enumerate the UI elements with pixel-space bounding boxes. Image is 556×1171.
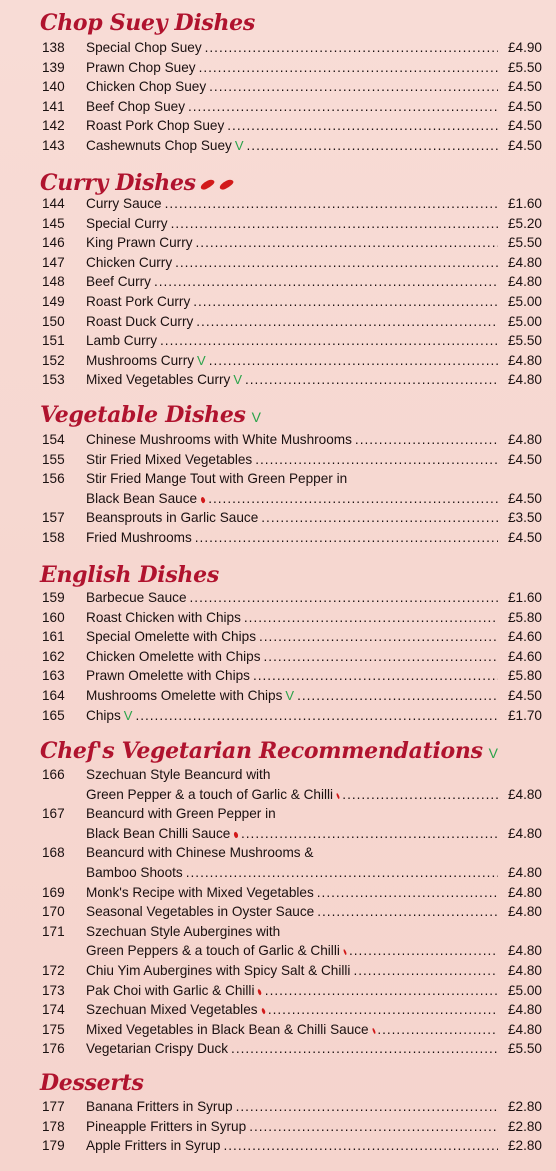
dot-leader	[160, 331, 498, 351]
item-name	[86, 647, 498, 667]
item-number: 147	[42, 254, 65, 270]
item-name-text: Pineapple Fritters in Syrup	[86, 1118, 247, 1134]
item-price: £5.50	[507, 1041, 542, 1057]
item-price: £5.50	[507, 235, 542, 251]
dot-leader	[261, 508, 498, 528]
vegetarian-icon: V	[233, 372, 242, 388]
item-number: 179	[42, 1138, 65, 1154]
dot-leader	[259, 627, 498, 647]
item-number: 155	[42, 451, 65, 467]
item-number: 152	[42, 352, 65, 368]
item-price: £4.50	[507, 530, 542, 545]
item-price: £5.00	[507, 294, 542, 309]
vegetarian-icon: V	[488, 745, 498, 761]
item-name-text: Black Bean Sauce	[86, 490, 198, 506]
menu-item	[0, 686, 556, 706]
menu-item	[0, 883, 556, 903]
vegetarian-icon: V	[285, 688, 295, 703]
item-name	[86, 666, 498, 686]
menu-item	[0, 1136, 556, 1156]
menu-item	[0, 77, 556, 97]
dot-leader	[208, 489, 498, 509]
section-title	[40, 738, 498, 766]
item-name	[86, 843, 496, 863]
menu-item	[0, 233, 556, 253]
dot-leader	[355, 430, 498, 450]
item-name	[86, 450, 498, 470]
dot-leader	[244, 608, 498, 628]
item-price: £5.00	[507, 982, 542, 998]
item-price: £4.60	[507, 629, 542, 645]
item-name	[86, 1020, 498, 1040]
item-price: £4.80	[507, 352, 542, 368]
section-title-text: Vegetable Dishes	[40, 402, 246, 428]
item-name-text: Roast Pork Chop Suey	[86, 118, 225, 134]
dot-leader	[227, 116, 498, 136]
item-number: 140	[42, 79, 65, 95]
item-price: £4.80	[507, 943, 542, 959]
item-price: £4.80	[507, 865, 542, 880]
menu-item	[0, 647, 556, 667]
vegetarian-icon: V	[234, 138, 244, 153]
item-name-text: Green Pepper & a touch of Garlic & Chilli	[86, 786, 334, 802]
menu-item	[0, 588, 556, 608]
item-price: £4.80	[507, 1021, 542, 1037]
item-name-text: Pak Choi with Garlic & Chilli	[86, 982, 255, 998]
item-name	[86, 58, 498, 78]
item-name	[86, 469, 496, 489]
menu-item-continued	[0, 489, 556, 509]
dot-leader	[317, 883, 498, 903]
chili-icon	[343, 949, 347, 955]
item-number: 167	[42, 806, 65, 822]
item-name-text: Mushrooms Curry	[86, 352, 195, 368]
item-number: 175	[42, 1021, 65, 1037]
menu-item	[0, 253, 556, 273]
dot-leader	[241, 824, 498, 844]
item-name	[86, 312, 498, 332]
item-name-text: Beancurd with Green Pepper in	[86, 806, 276, 822]
item-number: 166	[42, 767, 65, 782]
dot-leader	[196, 312, 498, 332]
chili-icon	[218, 178, 235, 191]
menu-item	[0, 804, 556, 824]
item-name	[86, 1000, 498, 1020]
item-name-text: Special Omelette with Chips	[86, 629, 256, 645]
menu-item	[0, 1020, 556, 1040]
item-name-text: Lamb Curry	[86, 333, 158, 349]
item-number: 176	[42, 1041, 65, 1057]
vegetarian-icon: V	[197, 352, 206, 368]
item-name	[86, 608, 498, 628]
menu-item-continued	[0, 863, 556, 883]
menu-item-continued	[0, 941, 556, 961]
item-name	[86, 331, 498, 351]
section-title	[40, 562, 219, 588]
item-name	[86, 765, 496, 785]
item-price: £3.50	[507, 510, 542, 526]
dot-leader	[135, 706, 498, 726]
item-name-text: Cashewnuts Chop Suey	[86, 138, 232, 153]
item-name-text: Beef Chop Suey	[86, 98, 185, 114]
item-number: 144	[42, 196, 65, 211]
item-price: £4.80	[507, 904, 542, 920]
menu-item	[0, 331, 556, 351]
item-name	[86, 1117, 498, 1137]
item-number: 154	[42, 432, 65, 447]
item-number: 138	[42, 40, 65, 55]
item-name	[86, 1136, 498, 1156]
item-number: 172	[42, 963, 65, 978]
section-title-text: Chop Suey Dishes	[40, 10, 255, 36]
menu-item	[0, 38, 556, 58]
menu-item	[0, 430, 556, 450]
item-number: 173	[42, 982, 65, 998]
item-number: 174	[42, 1002, 65, 1018]
chili-icon	[233, 831, 239, 838]
item-name-text: King Prawn Curry	[86, 235, 193, 251]
item-number: 161	[42, 629, 65, 645]
item-name	[86, 489, 498, 509]
item-price: £4.50	[507, 451, 542, 467]
menu-item	[0, 1000, 556, 1020]
dot-leader	[249, 1117, 498, 1137]
item-number: 145	[42, 215, 65, 231]
item-name	[86, 706, 498, 726]
item-price: £4.50	[507, 490, 542, 506]
section-title-text: Desserts	[40, 1070, 144, 1096]
dot-leader	[247, 136, 498, 156]
item-name-text: Special Chop Suey	[86, 40, 202, 55]
item-number: 165	[42, 707, 65, 723]
item-name	[86, 253, 498, 273]
item-number: 156	[42, 471, 65, 487]
item-price: £2.80	[507, 1138, 542, 1154]
item-number: 177	[42, 1099, 65, 1114]
item-price: £4.80	[507, 884, 542, 900]
item-name-text: Roast Pork Curry	[86, 294, 191, 309]
item-number: 141	[42, 98, 65, 114]
item-number: 162	[42, 648, 65, 664]
item-name-text: Szechuan Mixed Vegetables	[86, 1002, 258, 1018]
item-name	[86, 627, 498, 647]
dot-leader	[268, 1000, 498, 1020]
item-name-text: Roast Duck Curry	[86, 313, 194, 329]
menu-item	[0, 58, 556, 78]
item-name	[86, 981, 498, 1001]
item-name-text: Szechuan Style Beancurd with	[86, 767, 271, 782]
item-name-text: Chips	[86, 707, 121, 723]
item-number: 149	[42, 294, 65, 309]
dot-leader	[190, 588, 498, 608]
item-name-text: Stir Fried Mange Tout with Green Pepper in	[86, 471, 348, 487]
item-name	[86, 528, 498, 548]
item-name-text: Chinese Mushrooms with White Mushrooms	[86, 432, 352, 447]
item-name	[86, 902, 498, 922]
item-name-text: Bamboo Shoots	[86, 865, 183, 880]
dot-leader	[377, 1020, 498, 1040]
dot-leader	[297, 686, 498, 706]
menu-item	[0, 627, 556, 647]
item-price: £4.90	[507, 40, 542, 55]
dot-leader	[317, 902, 498, 922]
item-number: 157	[42, 510, 65, 526]
item-price: £4.80	[507, 254, 542, 270]
item-name	[86, 824, 498, 844]
item-price: £5.00	[507, 313, 542, 329]
dot-leader	[255, 450, 498, 470]
dot-leader	[342, 785, 498, 805]
menu-item	[0, 97, 556, 117]
item-price: £2.80	[507, 1099, 542, 1114]
dot-leader	[209, 351, 498, 371]
chili-icon	[200, 496, 206, 503]
menu-item	[0, 666, 556, 686]
menu-item	[0, 116, 556, 136]
dot-leader	[353, 961, 498, 981]
section-title-text: English Dishes	[40, 562, 219, 588]
menu-item	[0, 981, 556, 1001]
item-name-text: Beansprouts in Garlic Sauce	[86, 510, 259, 526]
dot-leader	[205, 38, 498, 58]
item-name-text: Monk's Recipe with Mixed Vegetables	[86, 884, 314, 900]
item-price: £5.80	[507, 668, 542, 684]
item-price: £1.60	[507, 590, 542, 605]
item-name-text: Chiu Yim Aubergines with Spicy Salt & Chilli	[86, 963, 351, 978]
item-name	[86, 351, 498, 371]
chili-icon	[371, 1028, 375, 1034]
menu-item	[0, 351, 556, 371]
item-number: 139	[42, 59, 65, 75]
dot-leader	[264, 647, 498, 667]
item-number: 151	[42, 333, 65, 349]
item-name-text: Apple Fritters in Syrup	[86, 1138, 221, 1154]
dot-leader	[349, 941, 498, 961]
menu-item	[0, 292, 556, 312]
item-number: 146	[42, 235, 65, 251]
item-name	[86, 883, 498, 903]
dot-leader	[154, 272, 498, 292]
item-name	[86, 430, 498, 450]
section-title	[40, 10, 255, 36]
item-price: £1.70	[507, 707, 542, 723]
item-name-text: Stir Fried Mixed Vegetables	[86, 451, 253, 467]
item-name	[86, 863, 498, 883]
dot-leader	[171, 214, 498, 234]
item-number: 153	[42, 372, 65, 388]
dot-leader	[245, 370, 498, 390]
item-number: 142	[42, 118, 65, 134]
menu-item	[0, 765, 556, 785]
item-name-text: Curry Sauce	[86, 196, 162, 211]
menu-item	[0, 922, 556, 942]
item-name-text: Beancurd with Chinese Mushrooms &	[86, 845, 314, 861]
vegetarian-icon: V	[123, 707, 133, 723]
menu-item	[0, 312, 556, 332]
item-price: £4.80	[507, 825, 542, 841]
section-title	[40, 402, 261, 430]
item-number: 168	[42, 845, 65, 861]
dot-leader	[223, 1136, 498, 1156]
item-price: £4.50	[507, 79, 542, 95]
item-name	[86, 804, 496, 824]
item-name-text: Fried Mushrooms	[86, 530, 192, 545]
section-title	[40, 170, 234, 196]
item-name-text: Chicken Curry	[86, 254, 173, 270]
item-number: 150	[42, 313, 65, 329]
item-price: £5.50	[507, 333, 542, 349]
item-number: 171	[42, 923, 65, 939]
menu-item-continued	[0, 824, 556, 844]
item-name-text: Prawn Chop Suey	[86, 59, 196, 75]
item-price: £4.50	[507, 138, 542, 153]
item-name	[86, 686, 498, 706]
dot-leader	[265, 981, 498, 1001]
item-price: £4.50	[507, 98, 542, 114]
item-price: £5.20	[507, 215, 542, 231]
item-name	[86, 1097, 498, 1117]
dot-leader	[186, 863, 498, 883]
item-price: £5.50	[507, 59, 542, 75]
item-number: 164	[42, 688, 65, 703]
menu-item	[0, 136, 556, 156]
item-number: 163	[42, 668, 65, 684]
section-title-text: Curry Dishes	[40, 170, 196, 196]
item-price: £4.80	[507, 372, 542, 388]
item-number: 143	[42, 138, 65, 153]
menu-item	[0, 370, 556, 390]
chili-icon	[260, 1008, 266, 1015]
dot-leader	[188, 97, 498, 117]
item-name-text: Seasonal Vegetables in Oyster Sauce	[86, 904, 315, 920]
item-price: £4.80	[507, 963, 542, 978]
menu-item	[0, 469, 556, 489]
menu-item	[0, 843, 556, 863]
item-price: £4.50	[507, 688, 542, 703]
item-name	[86, 292, 498, 312]
item-price: £4.80	[507, 432, 542, 447]
chili-icon	[199, 178, 216, 191]
item-name	[86, 214, 498, 234]
item-name	[86, 77, 498, 97]
vegetarian-icon: V	[251, 409, 261, 425]
item-name	[86, 1039, 498, 1059]
item-name	[86, 233, 498, 253]
chili-icon	[336, 792, 341, 798]
dot-leader	[195, 528, 498, 548]
item-name	[86, 97, 498, 117]
menu-item	[0, 272, 556, 292]
item-price: £4.80	[507, 1002, 542, 1018]
menu-item	[0, 1117, 556, 1137]
item-number: 178	[42, 1118, 65, 1134]
item-name-text: Vegetarian Crispy Duck	[86, 1041, 229, 1057]
item-number: 170	[42, 904, 65, 920]
dot-leader	[193, 292, 498, 312]
item-number: 148	[42, 274, 65, 290]
item-name-text: Mixed Vegetables in Black Bean & Chilli Sauce	[86, 1021, 369, 1037]
item-name-text: Mushrooms Omelette with Chips	[86, 688, 283, 703]
menu-item	[0, 706, 556, 726]
dot-leader	[209, 77, 498, 97]
item-name-text: Green Peppers & a touch of Garlic & Chilli	[86, 943, 340, 959]
item-name-text: Chicken Chop Suey	[86, 79, 207, 95]
menu-item-continued	[0, 785, 556, 805]
item-name	[86, 370, 498, 390]
item-price: £1.60	[507, 196, 542, 211]
section-title	[40, 1070, 144, 1096]
dot-leader	[236, 1097, 498, 1117]
menu-item	[0, 508, 556, 528]
item-name-text: Roast Chicken with Chips	[86, 609, 241, 625]
item-name-text: Beef Curry	[86, 274, 151, 290]
item-name-text: Banana Fritters in Syrup	[86, 1099, 233, 1114]
item-name-text: Prawn Omelette with Chips	[86, 668, 250, 684]
menu-item	[0, 214, 556, 234]
item-number: 169	[42, 884, 65, 900]
item-name-text: Special Curry	[86, 215, 168, 231]
menu-item	[0, 961, 556, 981]
menu-item	[0, 1039, 556, 1059]
item-name	[86, 588, 498, 608]
item-name	[86, 272, 498, 292]
item-name	[86, 922, 496, 942]
section-title-text: Chef's Vegetarian Recommendations	[40, 738, 483, 764]
menu-item	[0, 528, 556, 548]
item-name	[86, 785, 498, 805]
menu-item	[0, 194, 556, 214]
dot-leader	[175, 253, 498, 273]
dot-leader	[196, 233, 498, 253]
item-name-text: Szechuan Style Aubergines with	[86, 923, 281, 939]
item-name	[86, 508, 498, 528]
menu-item	[0, 902, 556, 922]
item-name	[86, 38, 498, 58]
item-price: £4.60	[507, 648, 542, 664]
item-price: £4.50	[507, 118, 542, 134]
item-name-text: Mixed Vegetables Curry	[86, 372, 231, 388]
dot-leader	[231, 1039, 498, 1059]
item-name-text: Chicken Omelette with Chips	[86, 648, 261, 664]
item-price: £4.80	[507, 274, 542, 290]
item-name	[86, 961, 498, 981]
item-name-text: Barbecue Sauce	[86, 590, 187, 605]
dot-leader	[199, 58, 498, 78]
menu-item	[0, 1097, 556, 1117]
item-name	[86, 941, 498, 961]
item-name	[86, 116, 498, 136]
item-name-text: Black Bean Chilli Sauce	[86, 825, 231, 841]
item-price: £4.80	[507, 786, 542, 802]
dot-leader	[165, 194, 498, 214]
item-number: 160	[42, 609, 65, 625]
menu-item	[0, 608, 556, 628]
chili-icon	[257, 988, 263, 995]
item-name	[86, 136, 498, 156]
menu-item	[0, 450, 556, 470]
item-number: 159	[42, 590, 65, 605]
item-number: 158	[42, 530, 65, 545]
item-name	[86, 194, 498, 214]
item-price: £5.80	[507, 609, 542, 625]
item-price: £2.80	[507, 1118, 542, 1134]
dot-leader	[253, 666, 498, 686]
